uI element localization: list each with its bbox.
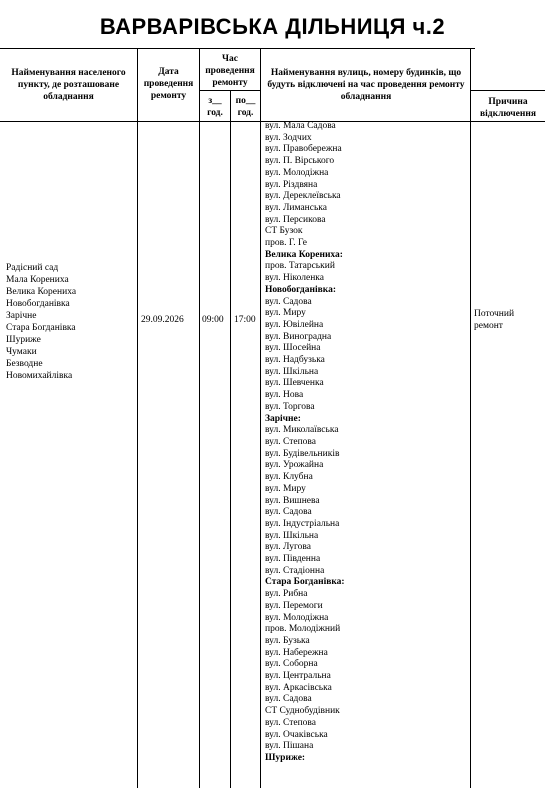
settlement-item: Новомихайлівка	[6, 371, 73, 381]
street-item: вул. Шкільна	[265, 366, 319, 377]
street-item: вул. Очаківська	[265, 729, 328, 740]
settlement-item: Радісний сад	[6, 263, 59, 273]
header-to: по__ год.	[235, 96, 256, 118]
street-item: вул. Молодіжна	[265, 612, 329, 623]
outage-table	[0, 48, 545, 788]
street-item: вул. Південна	[265, 554, 321, 565]
street-item: вул. Соборна	[265, 659, 318, 670]
header-from: з__ год.	[207, 96, 223, 118]
street-item: пров. Татарський	[265, 261, 335, 272]
street-item: вул. Персикова	[265, 214, 326, 225]
header-date: Дата проведення ремонту	[143, 67, 194, 101]
street-item: вул. Стадіонна	[265, 565, 325, 576]
settlement-item: Велика Корениха	[6, 287, 77, 297]
settlement-item: Безводне	[6, 359, 43, 369]
table-top-border	[0, 48, 475, 49]
outage-reason: Поточний ремонт	[474, 309, 515, 331]
street-group-heading: Шуриже:	[265, 752, 306, 763]
street-group-heading: Стара Богданівка:	[265, 577, 345, 588]
street-item: вул. Перемоги	[265, 600, 323, 611]
header-time: Час проведення ремонту	[205, 54, 255, 88]
street-item: СТ Бузок	[265, 226, 303, 237]
street-item: вул. Індустріальна	[265, 518, 340, 529]
street-item: вул. Дереклеївська	[265, 191, 341, 202]
street-item: вул. Лугова	[265, 542, 311, 553]
street-item: вул. Миру	[265, 308, 306, 319]
street-item: пров. Г. Ге	[265, 238, 307, 249]
street-item: вул. Ніколенка	[265, 273, 324, 284]
time-from: 09:00	[202, 315, 224, 325]
time-to: 17:00	[234, 315, 256, 325]
street-group-heading: Велика Корениха:	[265, 249, 343, 260]
street-item: вул. Бузька	[265, 635, 310, 646]
street-item: вул. Молодіжна	[265, 167, 329, 178]
street-item: вул. Лиманська	[265, 202, 327, 213]
col-border-3	[230, 90, 231, 788]
street-item: вул. Пішана	[265, 741, 314, 752]
street-item: вул. Надбузька	[265, 355, 325, 366]
page-title: ВАРВАРІВСЬКА ДІЛЬНИЦЯ ч.2	[99, 14, 446, 39]
street-item: вул. Набережна	[265, 647, 328, 658]
street-item: вул. Садова	[265, 694, 312, 705]
street-item: вул. Шкільна	[265, 530, 319, 541]
street-item: вул. Миколаївська	[265, 425, 339, 436]
settlement-item: Зарічне	[6, 311, 37, 321]
street-item: вул. Виноградна	[265, 331, 332, 342]
reason-header-top-border	[470, 90, 545, 91]
repair-date: 29.09.2026	[141, 315, 184, 325]
street-item: вул. Садова	[265, 507, 312, 518]
street-list	[265, 121, 475, 765]
street-item: вул. Правобережна	[265, 144, 342, 155]
col-border-1	[137, 48, 138, 788]
street-item: вул. Будівельників	[265, 448, 340, 459]
street-item: вул. Клубна	[265, 472, 313, 483]
header-streets: Найменування вулиць, номеру будинків, що будуть відключені на час проведення ремонту обладнання	[267, 68, 465, 102]
street-item: вул. Садова	[265, 296, 312, 307]
street-item: вул. Мала Садова	[265, 121, 336, 131]
street-item: вул. Степова	[265, 717, 316, 728]
street-item: пров. Молодіжний	[265, 624, 341, 635]
settlement-item: Шуриже	[6, 335, 41, 345]
street-item: вул. Нова	[265, 390, 304, 401]
street-item: вул. Зодчих	[265, 132, 312, 143]
street-item: СТ Суднобудівник	[265, 706, 340, 717]
settlement-item: Стара Богданівка	[6, 323, 76, 333]
street-item: вул. Миру	[265, 483, 306, 494]
street-item: вул. Степова	[265, 436, 316, 447]
street-item: вул. Різдвяна	[265, 179, 318, 190]
street-item: вул. Урожайна	[265, 460, 324, 471]
street-item: вул. Ювілейна	[265, 319, 324, 330]
col-border-4	[260, 48, 261, 788]
street-group-heading: Зарічне:	[265, 413, 301, 424]
settlement-list	[6, 262, 136, 382]
settlement-item: Новобогданівка	[6, 299, 70, 309]
settlement-item: Мала Корениха	[6, 275, 69, 285]
street-item: вул. П. Вірського	[265, 156, 335, 167]
street-item: вул. Шевченка	[265, 378, 324, 389]
header-settlement: Найменування населеного пункту, де розташоване обладнання	[11, 68, 126, 102]
street-item: вул. Центральна	[265, 671, 331, 682]
col-border-2	[199, 48, 200, 788]
street-group-heading: Новобогданівка:	[265, 284, 336, 295]
street-item: вул. Шосейна	[265, 343, 321, 354]
header-reason: Причина відключення	[480, 97, 536, 119]
settlement-item: Чумаки	[6, 347, 37, 357]
street-item: вул. Рибна	[265, 589, 308, 600]
street-item: вул. Аркасівська	[265, 682, 332, 693]
street-item: вул. Торгова	[265, 401, 315, 412]
street-item: вул. Вишнева	[265, 495, 320, 506]
